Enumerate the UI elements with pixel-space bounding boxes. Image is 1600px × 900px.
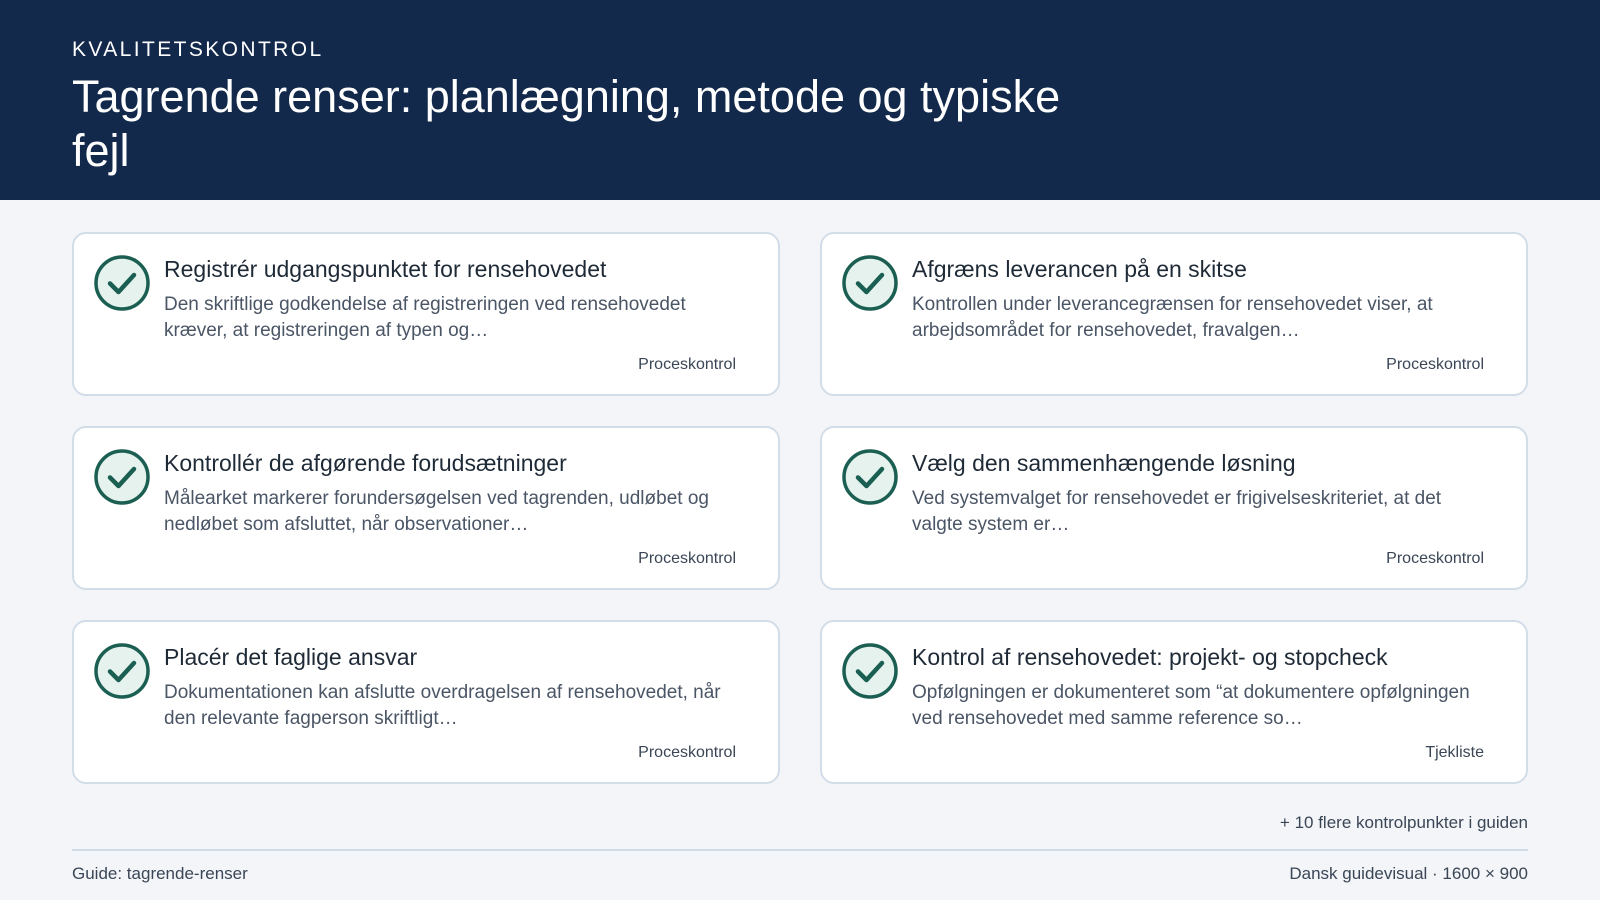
card-description: Opfølgningen er dokumenteret som “at dokumentere opfølgningen ved rensehovedet med samme reference so…	[912, 682, 1470, 729]
page-header	[0, 0, 1600, 200]
card-title: Registrér udgangspunktet for rensehovedet	[164, 256, 607, 282]
page-title: Tagrende renser: planlægning, metode og typiske fejl	[72, 71, 1061, 176]
check-circle-icon	[841, 254, 899, 312]
card-tag: Proceskontrol	[1386, 550, 1484, 567]
eyebrow-label: KVALITETSKONTROL	[72, 38, 324, 61]
card-tag: Tjekliste	[1425, 744, 1484, 761]
checklist-grid	[72, 232, 1528, 784]
card-tag: Proceskontrol	[1386, 356, 1484, 373]
card-description: Dokumentationen kan afslutte overdragelsen af rensehovedet, når den relevante fagperson skriftligt…	[164, 682, 721, 729]
check-circle-icon	[93, 254, 151, 312]
check-circle-icon	[841, 448, 899, 506]
check-circle-icon	[93, 448, 151, 506]
card-title: Vælg den sammenhængende løsning	[912, 450, 1296, 476]
card-description: Ved systemvalget for rensehovedet er frigivelseskriteriet, at det valgte system er…	[912, 488, 1442, 535]
check-card-4[interactable]	[820, 426, 1528, 590]
check-card-1[interactable]	[72, 232, 780, 396]
check-card-2[interactable]	[820, 232, 1528, 396]
more-checkpoints-link[interactable]: + 10 flere kontrolpunkter i guiden	[1279, 813, 1528, 832]
footer-divider	[72, 849, 1528, 851]
card-title: Kontrollér de afgørende forudsætninger	[164, 450, 567, 476]
card-description: Den skriftlige godkendelse af registreringen ved rensehovedet kræver, at registreringen af typen og…	[164, 294, 686, 341]
footer-guide-label: Guide: tagrende-renser	[72, 864, 248, 883]
check-card-6[interactable]	[820, 620, 1528, 784]
card-tag: Proceskontrol	[638, 744, 736, 761]
card-tag: Proceskontrol	[638, 356, 736, 373]
card-description: Målearket markerer forundersøgelsen ved tagrenden, udløbet og nedløbet som afsluttet, når observationer…	[164, 488, 709, 535]
check-card-3[interactable]	[72, 426, 780, 590]
card-title: Afgræns leverancen på en skitse	[912, 256, 1247, 282]
card-title: Placér det faglige ansvar	[164, 644, 418, 670]
card-tag: Proceskontrol	[638, 550, 736, 567]
check-card-5[interactable]	[72, 620, 780, 784]
footer-meta-label: Dansk guidevisual · 1600 × 900	[1289, 864, 1528, 883]
check-circle-icon	[93, 642, 151, 700]
check-circle-icon	[841, 642, 899, 700]
card-description: Kontrollen under leverancegrænsen for rensehovedet viser, at arbejdsområdet for rensehovedet, fravalgen…	[912, 294, 1433, 341]
card-title: Kontrol af rensehovedet: projekt- og stopcheck	[912, 644, 1388, 670]
